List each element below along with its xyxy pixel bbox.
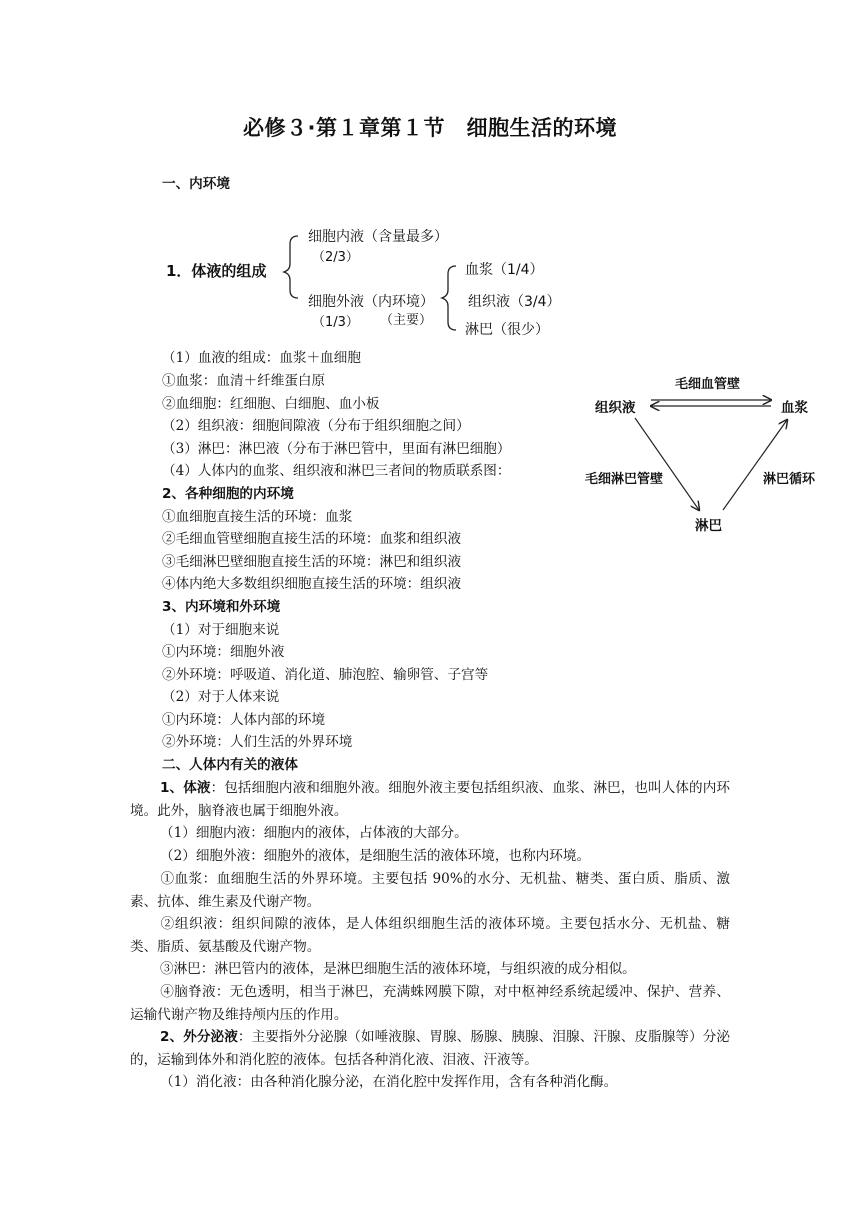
subheading: 3、内环境和外环境: [162, 599, 281, 615]
text-line: ①内环境：细胞外液: [162, 644, 285, 660]
intracellular-fluid-label: 细胞内液（含量最多）: [308, 229, 448, 245]
paragraph-text: ②组织液：组织间隙的液体，是人体组织细胞生活的液体环境。主要包括水分、无机盐、糖类、脂质、氨基酸及代谢产物。: [130, 916, 730, 955]
intracellular-fraction-label: （2/3）: [312, 250, 359, 265]
left-brace: [284, 236, 298, 298]
paragraph: [130, 822, 730, 845]
lymph-node: 淋巴: [695, 518, 722, 534]
paragraph: [130, 1071, 730, 1094]
tissue-fluid-node: 组织液: [595, 400, 636, 416]
lymph-label: 淋巴（很少）: [465, 322, 549, 338]
text-line: ②毛细血管壁细胞直接生活的环境：血浆和组织液: [162, 531, 462, 547]
text-line: ①血细胞直接生活的环境：血浆: [162, 509, 353, 525]
text-line: ②外环境：人们生活的外界环境: [162, 734, 353, 750]
paragraph-text: ：包括细胞内液和细胞外液。细胞外液主要包括组织液、血浆、淋巴，也叫人体的内环境。此外，脑脊液也属于细胞外液。: [130, 780, 730, 819]
paragraph-text: ①血浆：血细胞生活的外界环境。主要包括 90%的水分、无机盐、糖类、蛋白质、脂质、激素、抗体、维生素及代谢产物。: [130, 871, 730, 910]
capillary-wall-label: 毛细血管壁: [675, 377, 741, 392]
text-line: （2）对于人体来说: [162, 689, 280, 705]
text-line: ①内环境：人体内部的环境: [162, 712, 326, 728]
paragraph-body-fluid: [130, 777, 730, 822]
text-line: ②外环境：呼吸道、消化道、肺泡腔、输卵管、子宫等: [162, 667, 489, 683]
lymph-circulation-label: 淋巴循环: [763, 472, 816, 487]
paragraph-text: ：主要指外分泌腺（如唾液腺、胃腺、肠腺、胰腺、泪腺、汗腺、皮脂腺等）分泌的，运输到体外和消化腔的液体。包括各种消化液、泪液、汗液等。: [130, 1029, 730, 1068]
subheading: 2、各种细胞的内环境: [162, 486, 294, 502]
text-line: （4）人体内的血浆、组织液和淋巴三者间的物质联系图：: [162, 463, 511, 479]
text-line: （2）组织液：细胞间隙液（分布于组织细胞之间）: [162, 418, 470, 434]
text-line: （1）血液的组成：血浆＋血细胞: [162, 350, 361, 366]
extracellular-fluid-label: 细胞外液（内环境）: [308, 294, 434, 310]
right-brace: [442, 266, 456, 330]
section-heading-body-fluids: 二、人体内有关的液体: [162, 757, 298, 773]
paragraph: [130, 958, 730, 981]
tissue-fluid-label: 组织液（3/4）: [468, 294, 561, 310]
page-title: 必修３·第１章第１节 细胞生活的环境: [243, 116, 617, 140]
paragraph-heading: 2、外分泌液: [160, 1029, 238, 1045]
paragraph: [130, 868, 730, 913]
paragraph-text: ④脑脊液：无色透明，相当于淋巴，充满蛛网膜下隙，对中枢神经系统起缓冲、保护、营养、运输代谢产物及维持颅内压的作用。: [130, 984, 730, 1023]
paragraph: [130, 845, 730, 868]
plasma-label: 血浆（1/4）: [465, 262, 544, 278]
paragraph-text: （1）消化液：由各种消化腺分泌，在消化腔中发挥作用，含有各种消化酶。: [160, 1074, 618, 1090]
lymph-capillary-wall-label: 毛细淋巴管壁: [585, 472, 664, 487]
text-line: （3）淋巴：淋巴液（分布于淋巴管中，里面有淋巴细胞）: [162, 441, 511, 457]
paragraph-heading: 1、体液: [160, 780, 211, 796]
body-fluid-composition-diagram: [160, 220, 580, 350]
paragraph-text: ③淋巴：淋巴管内的液体，是淋巴细胞生活的液体环境，与组织液的成分相似。: [160, 961, 636, 977]
plasma-node: 血浆: [781, 400, 808, 416]
extracellular-fraction-label: （1/3）: [312, 315, 359, 330]
diagram-main-label: 1．体液的组成: [166, 262, 267, 280]
text-line: （1）对于细胞来说: [162, 622, 280, 638]
text-line: ④体内绝大多数组织细胞直接生活的环境：组织液: [162, 576, 462, 592]
text-line: ②血细胞：红细胞、白细胞、血小板: [162, 396, 380, 412]
arrow-lymph-to-plasma: [723, 420, 787, 510]
paragraph-text: （1）细胞内液：细胞内的液体，占体液的大部分。: [160, 825, 468, 841]
extracellular-main-label: （主要）: [380, 313, 433, 328]
paragraph: [130, 981, 730, 1026]
text-line: ③毛细淋巴壁细胞直接生活的环境：淋巴和组织液: [162, 554, 462, 570]
arrow-tissue-to-lymph: [635, 418, 699, 510]
text-line: ①血浆：血清＋纤维蛋白原: [162, 373, 326, 389]
paragraph-text: （2）细胞外液：细胞外的液体，是细胞生活的液体环境，也称内环境。: [160, 848, 591, 864]
section-heading-internal-environment: 一、内环境: [162, 176, 230, 192]
paragraph-exocrine-fluid: [130, 1026, 730, 1071]
fluid-relationship-diagram: [585, 368, 835, 538]
paragraph: [130, 913, 730, 958]
